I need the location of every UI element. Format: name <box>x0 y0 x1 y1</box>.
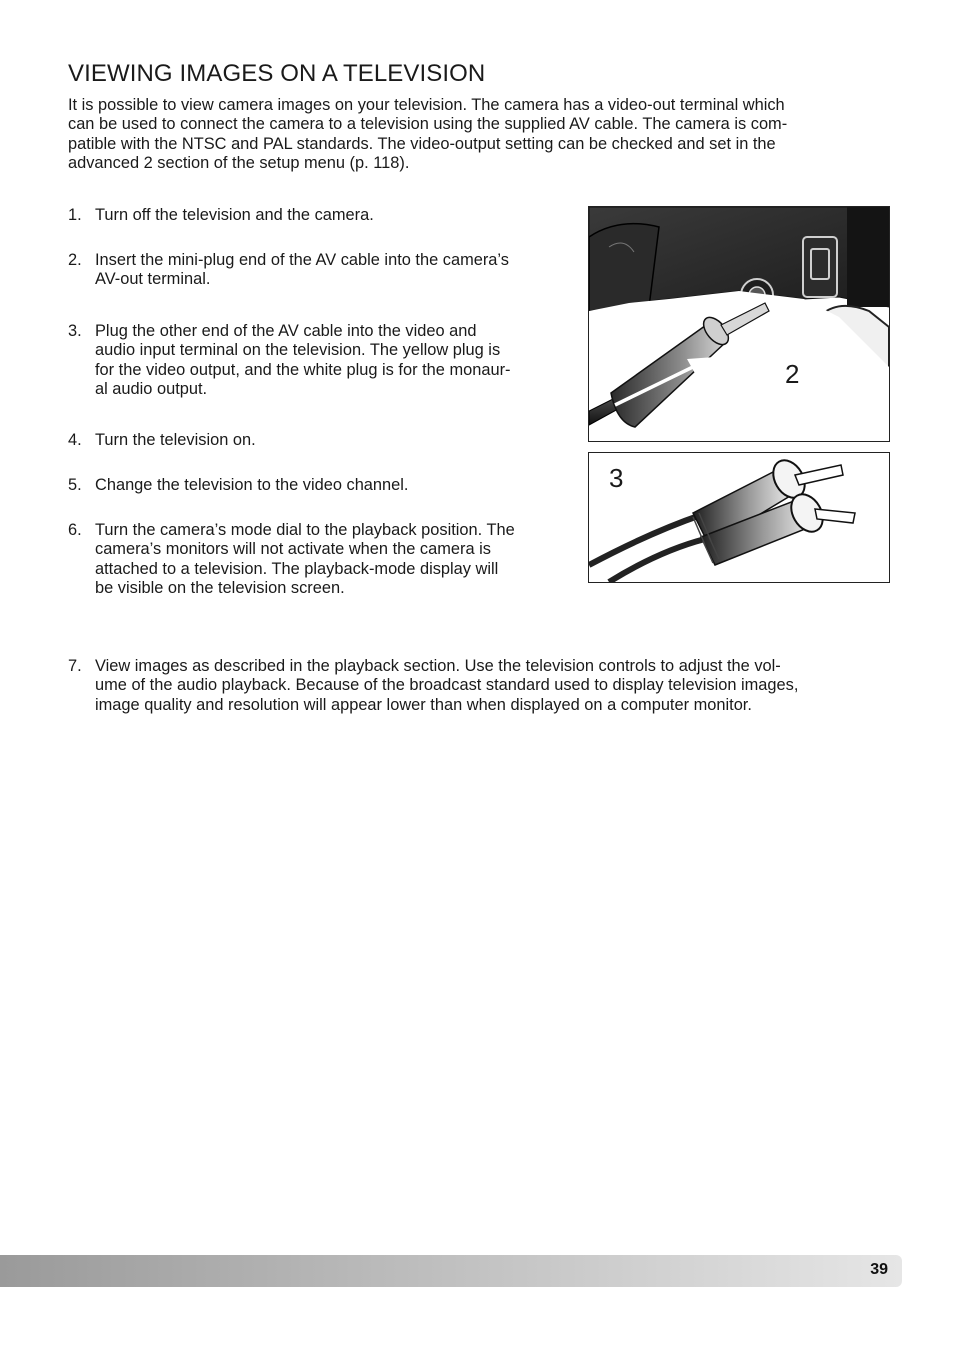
intro-line: It is possible to view camera images on your television. The camera has a video-out terminal which <box>68 96 785 114</box>
page-title: VIEWING IMAGES ON A TELEVISION <box>68 60 486 87</box>
step-line: Turn the television on. <box>95 431 256 449</box>
step-line: audio input terminal on the television. The yellow plug is <box>95 341 501 360</box>
step-line: camera’s monitors will not activate when the camera is <box>95 540 491 559</box>
figure-camera-av-terminal <box>588 206 890 442</box>
step-number: 4. <box>68 431 82 449</box>
figure-label-2: 2 <box>785 359 800 389</box>
step-line: al audio output. <box>95 379 208 398</box>
step-line: View images as described in the playback section. Use the television controls to adjust the vol- <box>95 657 781 675</box>
step-line: image quality and resolution will appear lower than when displayed on a computer monitor. <box>95 695 752 714</box>
step-number: 6. <box>68 521 82 539</box>
page-number: 39 <box>870 1261 888 1278</box>
footer-bar <box>0 1255 902 1287</box>
step-line: attached to a television. The playback-mode display will <box>95 559 499 578</box>
step-line: Insert the mini-plug end of the AV cable into the camera’s <box>95 251 509 269</box>
intro-paragraph <box>68 96 888 173</box>
step-line: for the video output, and the white plug is for the monaur- <box>95 360 511 379</box>
step-line: AV-out terminal. <box>95 270 211 289</box>
step-number: 1. <box>68 206 82 224</box>
step-number: 2. <box>68 251 82 269</box>
step-line: be visible on the television screen. <box>95 578 345 597</box>
figure-label-3: 3 <box>609 463 624 493</box>
rca-plugs-illustration <box>589 453 889 582</box>
intro-line: patible with the NTSC and PAL standards. The video-output setting can be checked and set in the <box>68 134 776 153</box>
intro-line: can be used to connect the camera to a television using the supplied AV cable. The camera is com- <box>68 115 788 134</box>
step-number: 7. <box>68 657 82 675</box>
camera-av-illustration <box>589 207 889 441</box>
step-line: Change the television to the video channel. <box>95 476 409 494</box>
step-line: ume of the audio playback. Because of the broadcast standard used to display television images, <box>95 676 799 695</box>
step-line: Plug the other end of the AV cable into the video and <box>95 322 477 340</box>
step-line: Turn the camera’s mode dial to the playback position. The <box>95 521 515 539</box>
step-number: 5. <box>68 476 82 494</box>
step-number: 3. <box>68 322 82 340</box>
figure-rca-plugs <box>588 452 890 583</box>
step-line: Turn off the television and the camera. <box>95 206 374 224</box>
intro-line: advanced 2 section of the setup menu (p. 118). <box>68 153 410 172</box>
